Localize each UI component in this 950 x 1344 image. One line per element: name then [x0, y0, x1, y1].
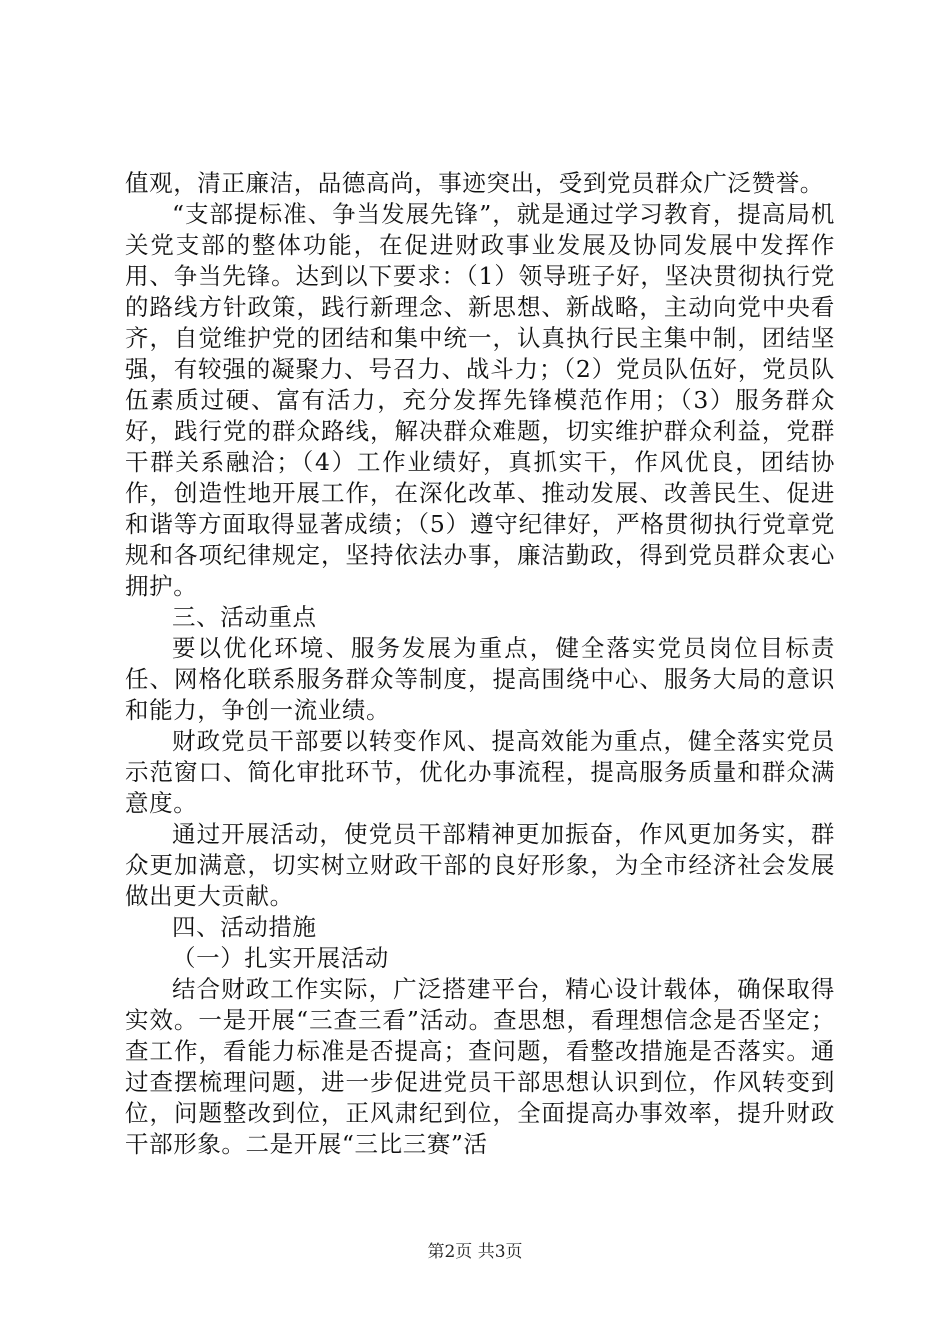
- subsection-heading-activities: （一）扎实开展活动: [172, 944, 389, 972]
- paragraph-continuation: 值观，清正廉洁，品德高尚，事迹突出，受到党员群众广泛赞誉。: [125, 169, 824, 197]
- paragraph-focus-efficiency: 财政党员干部要以转变作风、提高效能为重点，健全落实党员示范窗口、简化审批环节，优化办事流程，提高服务质量和群众满意度。: [125, 727, 835, 817]
- page-number-footer: 第2页 共3页: [427, 1242, 523, 1262]
- paragraph-branch-standard: “支部提标准、争当发展先锋”，就是通过学习教育，提高局机关党支部的整体功能，在促进财政事业发展及协同发展中发挥作用、争当先锋。达到以下要求：（1）领导班子好，坚决贯彻执行党的路线方针政策，践行新理念、新思想、新战略，主动向党中央看齐，自觉维护党的团结和集中统一，认真执行民主集中制，团结坚强，有较强的凝聚力、号召力、战斗力；（2）党员队伍好，党员队伍素质过硬、富有活力，充分发挥先锋模范作用；（3）服务群众好，践行党的群众路线，解决群众难题，切实维护群众利益，党群干群关系融洽；（4）工作业绩好，真抓实干，作风优良，团结协作，创造性地开展工作，在深化改革、推动发展、改善民生、促进和谐等方面取得显著成绩；（5）遵守纪律好，严格贯彻执行党章党规和各项纪律规定，坚持依法办事，廉洁勤政，得到党员群众衷心拥护。: [125, 200, 835, 600]
- document-body: [125, 168, 835, 1160]
- section-heading-focus: 三、活动重点: [172, 603, 317, 631]
- section-heading-measures: 四、活动措施: [172, 913, 317, 941]
- paragraph-focus-outcome: 通过开展活动，使党员干部精神更加振奋，作风更加务实，群众更加满意，切实树立财政干部的良好形象，为全市经济社会发展做出更大贡献。: [125, 820, 835, 910]
- paragraph-activities: 结合财政工作实际，广泛搭建平台，精心设计载体，确保取得实效。一是开展“三查三看”活动。查思想，看理想信念是否坚定；查工作，看能力标准是否提高；查问题，看整改措施是否落实。通过查摆梳理问题，进一步促进党员干部思想认识到位，作风转变到位，问题整改到位，正风肃纪到位，全面提高办事效率，提升财政干部形象。二是开展“三比三赛”活: [125, 975, 835, 1158]
- paragraph-focus-environment: 要以优化环境、服务发展为重点，健全落实党员岗位目标责任、网格化联系服务群众等制度，提高围绕中心、服务大局的意识和能力，争创一流业绩。: [125, 634, 835, 724]
